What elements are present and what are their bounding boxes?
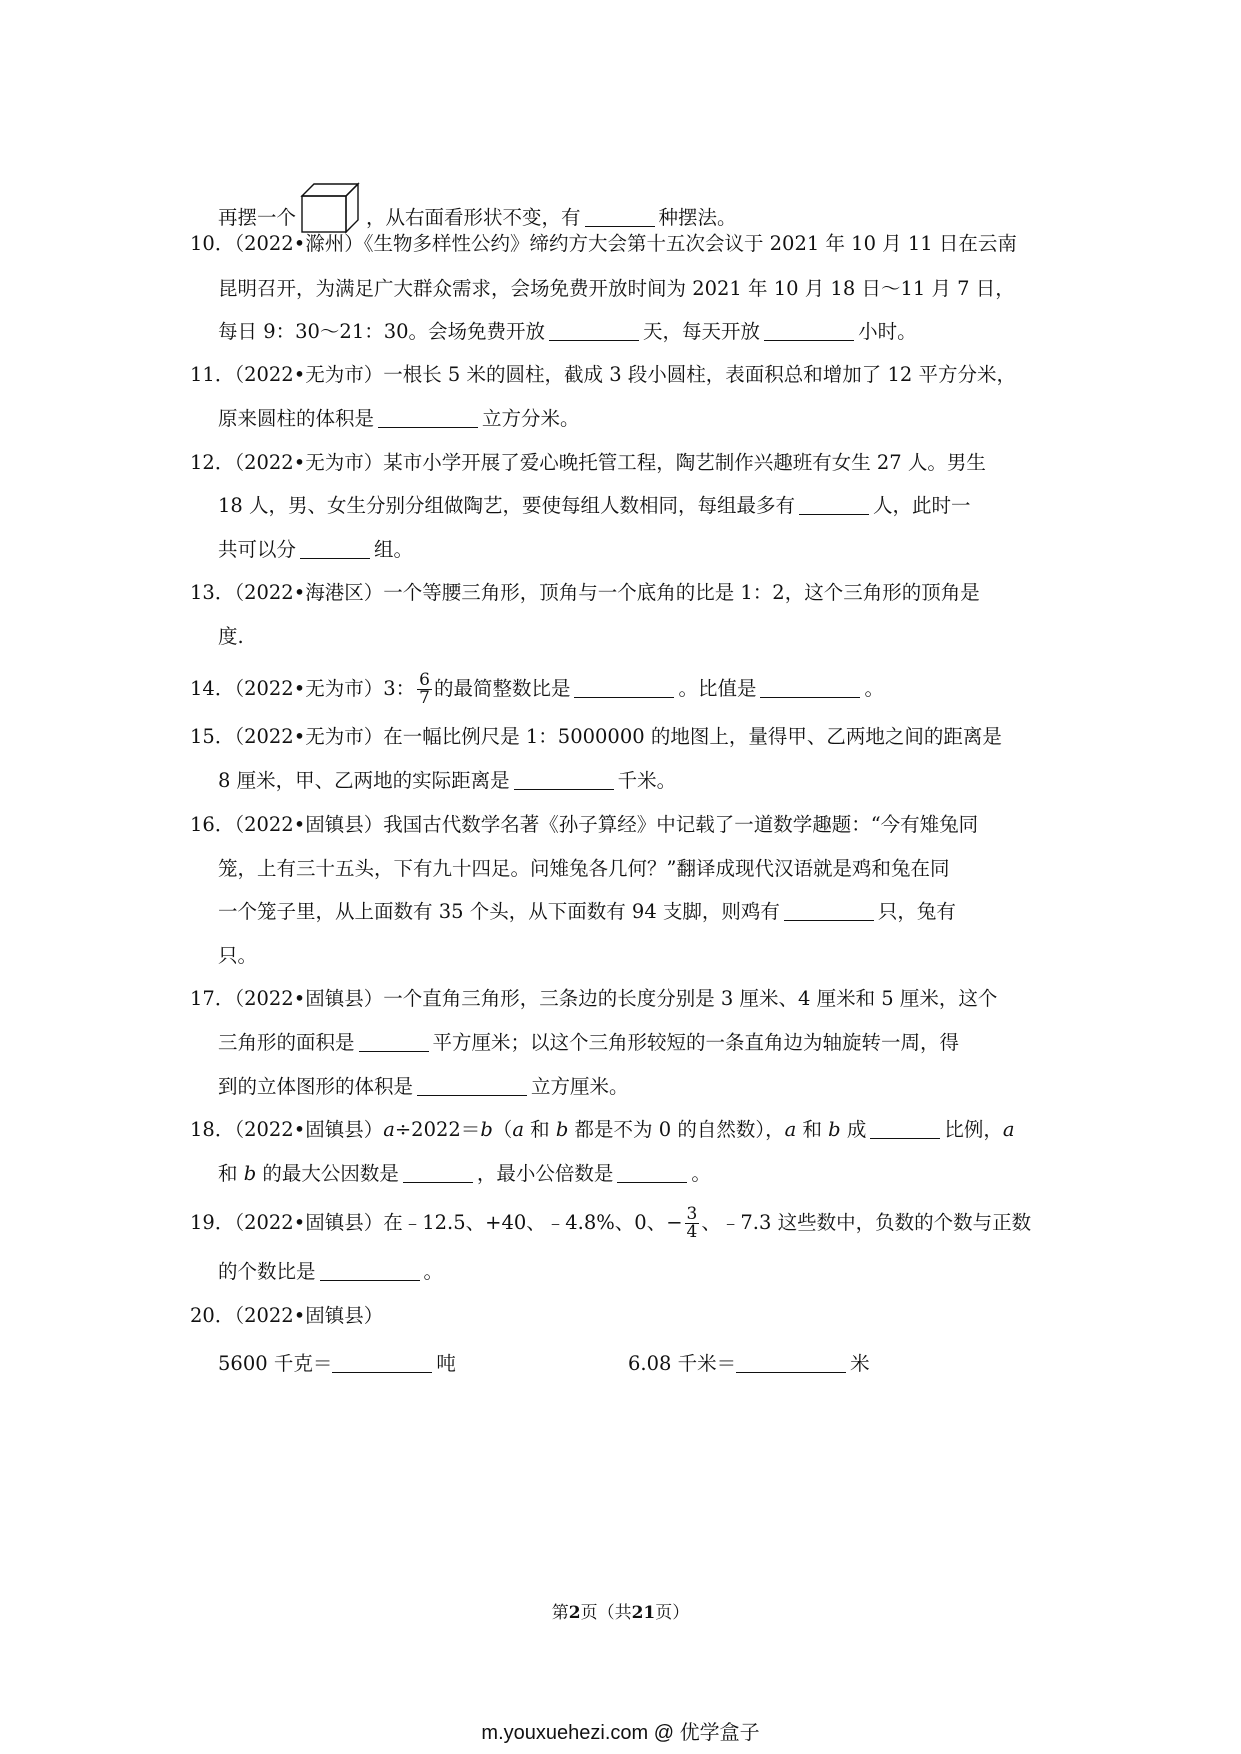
- cube-figure-icon: [300, 182, 362, 234]
- fraction: $\frac{3}{4}$: [686, 1204, 698, 1242]
- q19-line-1: 19．（2022•固镇县）在﹣12.5、+40、﹣4.8%、0、− $\frac{3}{4}$ 、﹣7.3 这些数中，负数的个数与正数: [190, 1204, 1032, 1242]
- answer-blank[interactable]: [799, 496, 869, 515]
- answer-blank[interactable]: [760, 679, 860, 698]
- answer-blank[interactable]: [320, 1262, 420, 1281]
- q20-right: 6.08 千米＝ 米: [628, 1352, 870, 1375]
- answer-blank[interactable]: [736, 1354, 846, 1373]
- q14-line: 14．（2022•无为市）3： $\frac{6}{7}$ 的最简整数比是 。比值是 。: [190, 670, 884, 708]
- q12-line-2: 18 人，男、女生分别分组做陶艺，要使每组人数相同，每组最多有 人，此时一: [218, 494, 971, 517]
- watermark: m.youxuehezi.com @ 优学盒子: [481, 1722, 760, 1744]
- q18-line-1: 18．（2022•固镇县）a÷2022＝b（a 和 b 都是不为 0 的自然数），a 和 b 成 比例，a: [190, 1118, 1015, 1141]
- q11-line-1: 11．（2022•无为市）一根长 5 米的圆柱，截成 3 段小圆柱，表面积总和增加了 12 平方分米，: [190, 363, 1017, 386]
- q17-line-2: 三角形的面积是 平方厘米；以这个三角形较短的一条直角边为轴旋转一周，得: [218, 1031, 960, 1054]
- q12-line-3: 共可以分 组。: [218, 538, 414, 561]
- answer-blank[interactable]: [574, 679, 674, 698]
- q20-left: 5600 千克＝ 吨: [218, 1352, 456, 1375]
- q9-text-b: ，从右面看形状不变，有: [366, 206, 581, 229]
- q16-line-4: 只。: [218, 944, 258, 967]
- q19-line-2: 的个数比是 。: [218, 1260, 444, 1283]
- answer-blank[interactable]: [514, 771, 614, 790]
- answer-blank[interactable]: [870, 1120, 940, 1139]
- q9-text-c: 种摆法。: [658, 206, 737, 229]
- q9-tail: [218, 182, 737, 229]
- fraction: $\frac{6}{7}$: [419, 670, 430, 708]
- q15-line-1: 15．（2022•无为市）在一幅比例尺是 1：5000000 的地图上，量得甲、乙两地之间的距离是: [190, 725, 1002, 748]
- q10-line-1: 10．（2022•滁州）《生物多样性公约》缔约方大会第十五次会议于 2021 年 10 月 11 日在云南: [190, 232, 1017, 255]
- q20-line-1: 20．（2022•固镇县）: [190, 1304, 384, 1327]
- q16-line-2: 笼，上有三十五头，下有九十四足。问雉兔各几何？”翻译成现代汉语就是鸡和兔在同: [218, 857, 950, 880]
- q15-line-2: 8 厘米，甲、乙两地的实际距离是 千米。: [218, 769, 677, 792]
- answer-blank[interactable]: [764, 322, 854, 341]
- answer-blank[interactable]: [784, 902, 874, 921]
- answer-blank[interactable]: [403, 1164, 473, 1183]
- answer-blank[interactable]: [549, 322, 639, 341]
- q9-text-a: 再摆一个: [218, 206, 297, 229]
- q17-line-3: 到的立体图形的体积是 立方厘米。: [218, 1075, 629, 1098]
- q10-line-3: 每日 9：30～21：30。会场免费开放 天，每天开放 小时。: [218, 320, 917, 343]
- q17-line-1: 17．（2022•固镇县）一个直角三角形，三条边的长度分别是 3 厘米、4 厘米和 5 厘米，这个: [190, 987, 998, 1010]
- q13-line-2: 度.: [218, 625, 244, 648]
- q10-line-2: 昆明召开，为满足广大群众需求，会场免费开放时间为 2021 年 10 月 18 日～11 月 7 日，: [218, 277, 1015, 300]
- q12-line-1: 12．（2022•无为市）某市小学开展了爱心晚托管工程，陶艺制作兴趣班有女生 27 人。男生: [190, 451, 986, 474]
- q16-line-1: 16．（2022•固镇县）我国古代数学名著《孙子算经》中记载了一道数学趣题：“今有雉兔同: [190, 813, 979, 836]
- q16-line-3: 一个笼子里，从上面数有 35 个头，从下面数有 94 支脚，则鸡有 只，兔有: [218, 900, 956, 923]
- answer-blank[interactable]: [378, 409, 478, 428]
- answer-blank[interactable]: [417, 1077, 527, 1096]
- answer-blank[interactable]: [585, 208, 655, 227]
- answer-blank[interactable]: [359, 1033, 429, 1052]
- page-number-footer: 第2页（共21页）: [551, 1603, 690, 1623]
- answer-blank[interactable]: [332, 1354, 432, 1373]
- answer-blank[interactable]: [300, 540, 370, 559]
- q18-line-2: 和 b 的最大公因数是 ，最小公倍数是 。: [218, 1162, 711, 1185]
- answer-blank[interactable]: [617, 1164, 687, 1183]
- q13-line-1: 13．（2022•海港区）一个等腰三角形，顶角与一个底角的比是 1：2，这个三角形的顶角是: [190, 581, 980, 604]
- q11-line-2: 原来圆柱的体积是 立方分米。: [218, 407, 580, 430]
